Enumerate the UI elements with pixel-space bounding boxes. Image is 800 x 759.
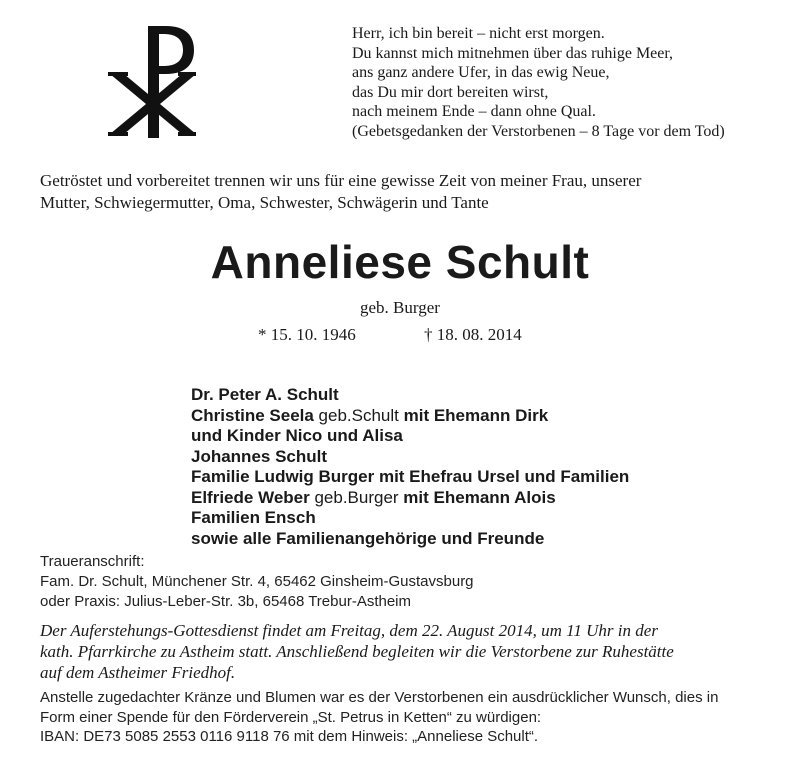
- address-line: Fam. Dr. Schult, Münchener Str. 4, 65462 Ginsheim-Gustavsburg: [40, 573, 474, 590]
- poem-line: das Du mir dort bereiten wirst,: [352, 83, 549, 101]
- mourner: [191, 406, 629, 427]
- birth-name: geb. Burger: [360, 298, 440, 317]
- poem-line: Du kannst mich mitnehmen über das ruhige Meer,: [352, 44, 674, 62]
- donation-note: [40, 688, 718, 747]
- mourner-name: Christine Seela: [191, 405, 314, 425]
- birth-date: * 15. 10. 1946: [258, 325, 356, 344]
- poem-line: nach meinem Ende – dann ohne Qual.: [352, 103, 596, 121]
- mourner-spouse: mit Ehemann Alois: [398, 487, 556, 507]
- note-line: Form einer Spende für den Förderverein „St. Petrus in Ketten“ zu würdigen:: [40, 708, 542, 726]
- mourner: sowie alle Familienangehörige und Freunde: [191, 528, 545, 548]
- funeral-service-info: [40, 620, 770, 683]
- mourner-name: Elfriede Weber: [191, 487, 310, 507]
- service-line: auf dem Astheimer Friedhof.: [40, 663, 236, 682]
- mourner: Johannes Schult: [191, 446, 328, 466]
- mourner: Familien Ensch: [191, 508, 316, 527]
- chi-rho-icon: [108, 26, 196, 138]
- note-line: Anstelle zugedachter Kränze und Blumen war es der Verstorbenen ein ausdrücklicher Wunsch, dies in: [40, 689, 719, 706]
- poem: [352, 24, 725, 142]
- mourner-birth-name: geb.Burger: [309, 487, 399, 507]
- intro-line: Getröstet und vorbereitet trennen wir uns für eine gewisse Zeit von meiner Frau, unserer: [40, 171, 642, 190]
- service-line: Der Auferstehungs-Gottesdienst findet am Freitag, dem 22. August 2014, um 11 Uhr in der: [40, 621, 658, 640]
- mourning-address: [40, 552, 474, 612]
- poem-line: (Gebetsgedanken der Verstorbenen – 8 Tage vor dem Tod): [352, 122, 725, 140]
- service-line: kath. Pfarrkirche zu Astheim statt. Anschließend begleiten wir die Verstorbene zur Ruhestätte: [40, 642, 674, 661]
- mourner: und Kinder Nico und Alisa: [191, 426, 403, 445]
- poem-line: Herr, ich bin bereit – nicht erst morgen.: [352, 25, 605, 42]
- deceased-name: Anneliese Schult: [210, 236, 590, 288]
- intro-text: [40, 170, 641, 214]
- mourner: Familie Ludwig Burger mit Ehefrau Ursel und Familien: [191, 467, 630, 486]
- address-label: Traueranschrift:: [40, 553, 145, 570]
- mourner-birth-name: geb.Schult: [313, 405, 399, 425]
- poem-line: ans ganz andere Ufer, in das ewig Neue,: [352, 64, 610, 82]
- address-line: oder Praxis: Julius-Leber-Str. 3b, 65468 Trebur-Astheim: [40, 593, 412, 610]
- mourner-spouse: mit Ehemann Dirk: [398, 405, 549, 425]
- death-date: † 18. 08. 2014: [424, 325, 522, 344]
- mourners-list: [191, 385, 629, 549]
- mourner: Dr. Peter A. Schult: [191, 385, 339, 404]
- note-line: IBAN: DE73 5085 2553 0116 9118 76 mit dem Hinweis: „Anneliese Schult“.: [40, 728, 539, 745]
- mourner: [191, 488, 629, 509]
- intro-line: Mutter, Schwiegermutter, Oma, Schwester, Schwägerin und Tante: [40, 193, 489, 212]
